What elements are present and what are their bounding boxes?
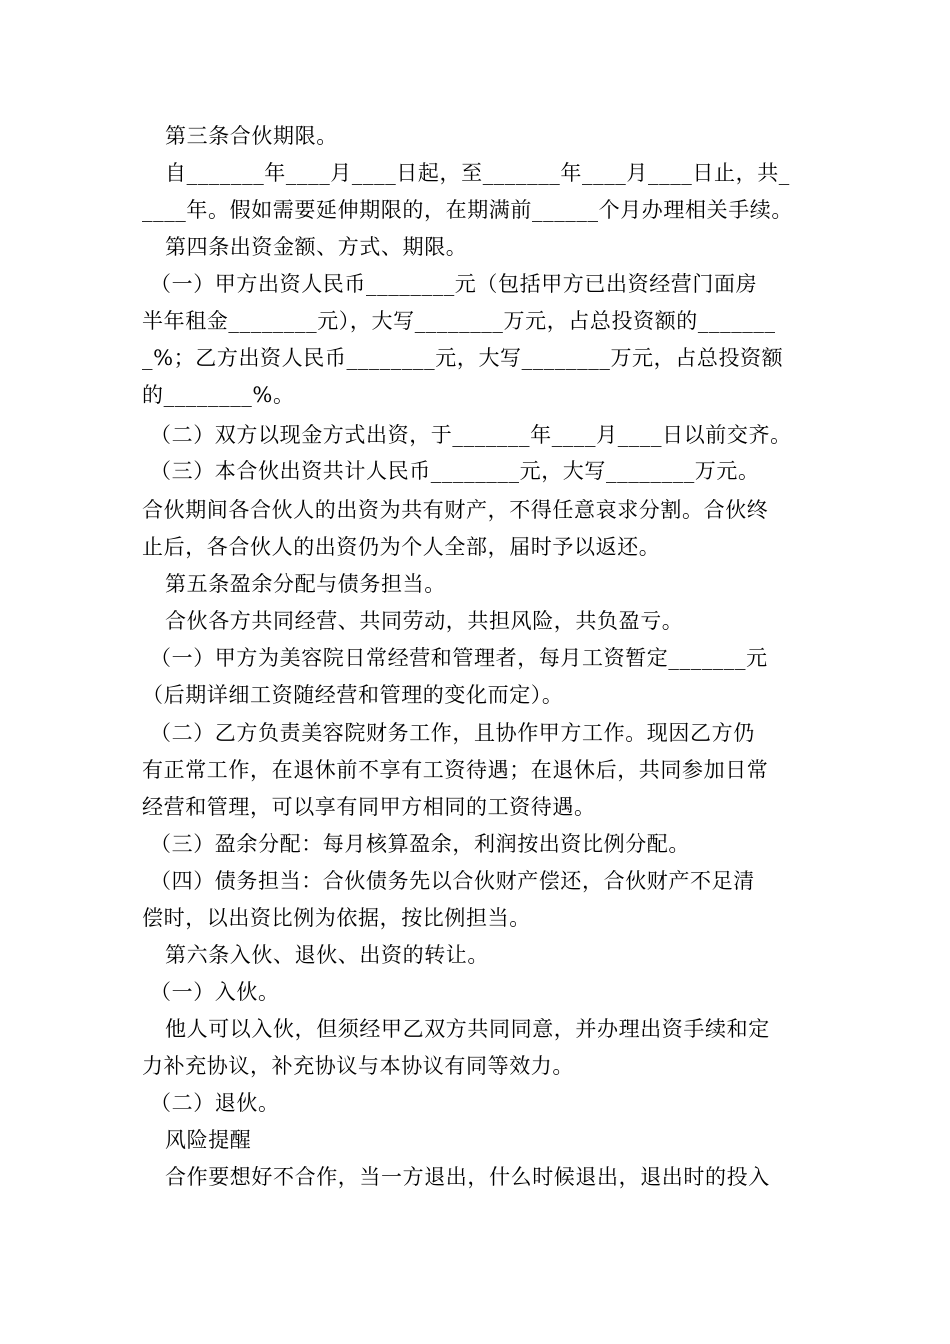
- paragraph-line: 合作要想好不合作，当一方退出，什么时候退出，退出时的投入: [165, 1165, 770, 1189]
- paragraph-line: 合伙期间各合伙人的出资为共有财产，不得任意哀求分割。合伙终: [142, 498, 769, 522]
- risk-reminder-heading: 风险提醒: [165, 1128, 252, 1152]
- paragraph-line: （一）甲方为美容院日常经营和管理者，每月工资暂定_______元: [150, 646, 768, 670]
- section-heading-profit: 第五条盈余分配与债务担当。: [165, 572, 446, 596]
- paragraph-line: 有正常工作，在退休前不享有工资待遇；在退休后，共同参加日常: [142, 758, 769, 782]
- paragraph-line: 力补充协议，补充协议与本协议有同等效力。: [142, 1054, 574, 1078]
- paragraph-line: （四）债务担当：合伙债务先以合伙财产偿还，合伙财产不足清: [150, 869, 755, 893]
- paragraph-line: （三）盈余分配：每月核算盈余，利润按出资比例分配。: [150, 832, 690, 856]
- paragraph-line: ____年。假如需要延伸期限的，在期满前______个月办理相关手续。: [142, 198, 793, 222]
- paragraph-line: 合伙各方共同经营、共同劳动，共担风险，共负盈亏。: [165, 609, 684, 633]
- paragraph-line: 经营和管理，可以享有同甲方相同的工资待遇。: [142, 795, 596, 819]
- paragraph-line: （一）甲方出资人民币________元（包括甲方已出资经营门面房: [150, 272, 758, 296]
- paragraph-line: 偿时，以出资比例为依据，按比例担当。: [142, 906, 531, 930]
- section-heading-capital: 第四条出资金额、方式、期限。: [165, 235, 468, 259]
- paragraph-line: （二）双方以现金方式出资，于_______年____月____日以前交齐。: [150, 423, 792, 447]
- section-heading-term: 第三条合伙期限。: [165, 124, 338, 148]
- paragraph-line: 自_______年____月____日起，至_______年____月____日止，共_: [165, 161, 790, 185]
- paragraph-line: 的________%。: [142, 383, 295, 407]
- paragraph-line: 半年租金________元），大写________万元，占总投资额的_______: [142, 309, 776, 333]
- paragraph-line: 止后，各合伙人的出资仍为个人全部，届时予以返还。: [142, 535, 661, 559]
- paragraph-line: （后期详细工资随经营和管理的变化而定）。: [142, 683, 564, 707]
- paragraph-line: （二）乙方负责美容院财务工作，且协作甲方工作。现因乙方仍: [150, 721, 755, 745]
- subheading-join: （一）入伙。: [150, 980, 280, 1004]
- paragraph-line: _%；乙方出资人民币________元，大写________万元，占总投资额: [142, 346, 784, 370]
- paragraph-line: 他人可以入伙，但须经甲乙双方共同同意，并办理出资手续和定: [165, 1017, 770, 1041]
- section-heading-partnership: 第六条入伙、退伙、出资的转让。: [165, 943, 489, 967]
- subheading-withdraw: （二）退伙。: [150, 1091, 280, 1115]
- paragraph-line: （三）本合伙出资共计人民币________元，大写________万元。: [150, 459, 760, 483]
